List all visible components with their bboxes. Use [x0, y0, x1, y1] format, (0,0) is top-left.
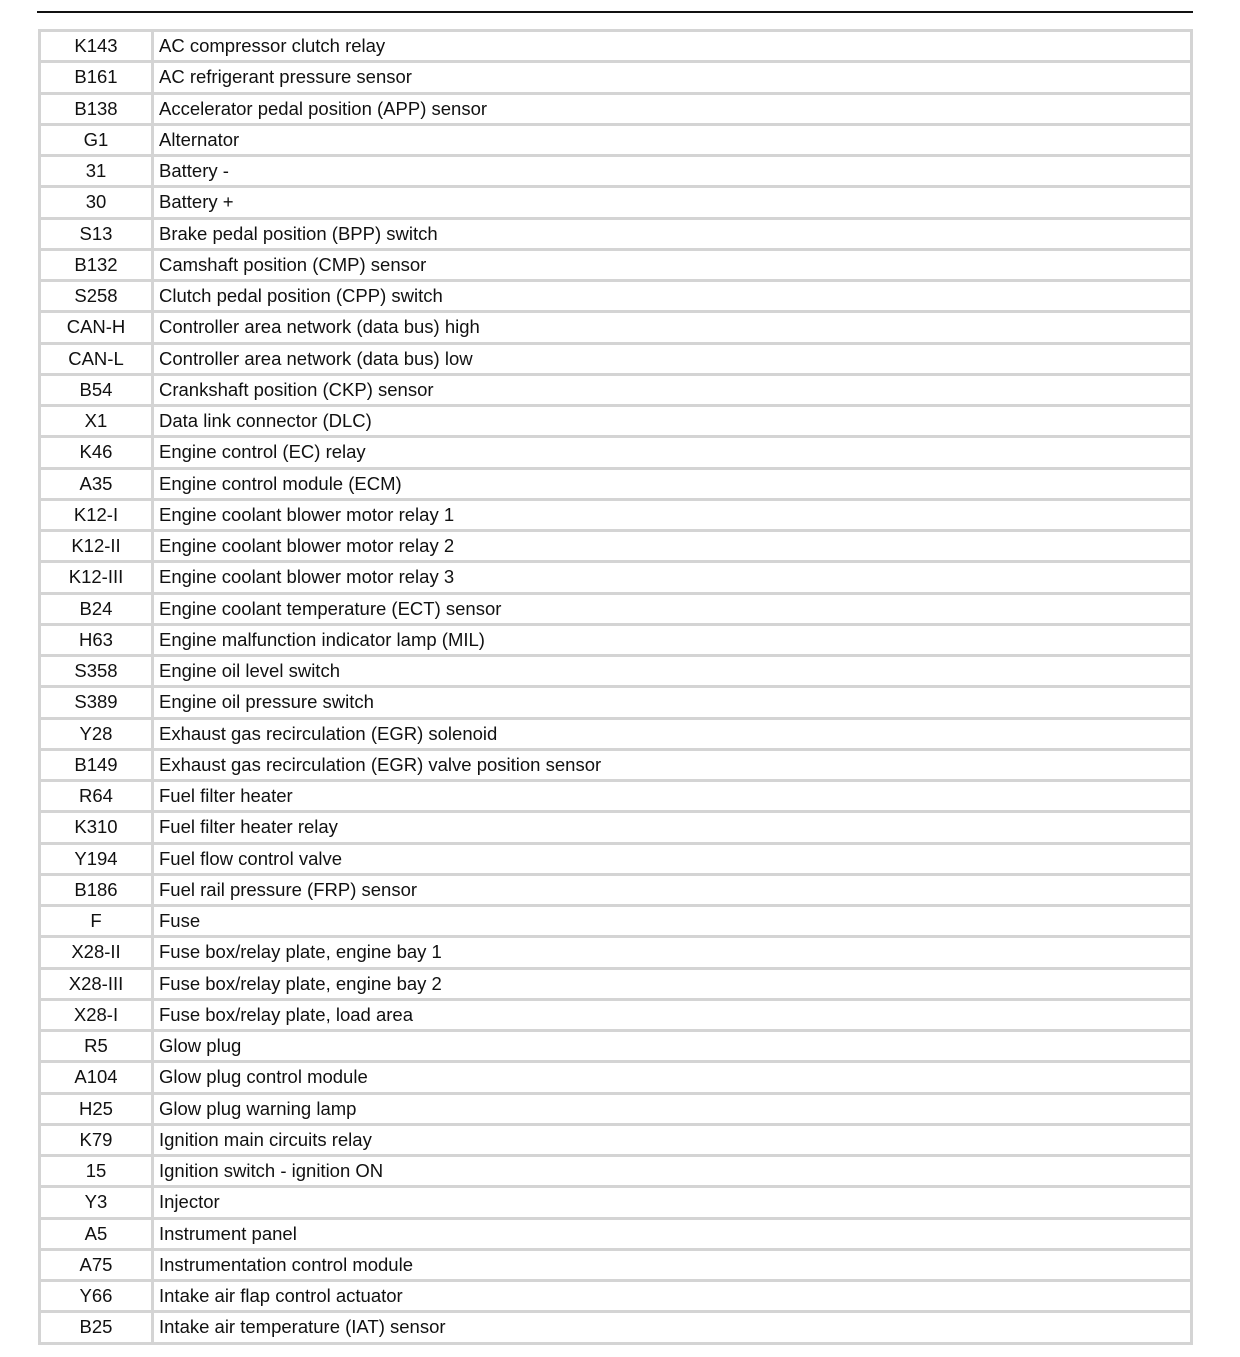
table-row: [41, 1032, 1193, 1063]
component-description: Clutch pedal position (CPP) switch: [154, 282, 1193, 313]
table-row: [41, 907, 1193, 938]
table-row: [41, 345, 1193, 376]
table-row: [41, 876, 1193, 907]
component-code: 31: [41, 157, 154, 188]
component-description: Fuse: [154, 907, 1193, 938]
component-code: K12-I: [41, 501, 154, 532]
component-description: Data link connector (DLC): [154, 407, 1193, 438]
component-description: Instrumentation control module: [154, 1251, 1193, 1282]
component-code: B138: [41, 95, 154, 126]
table-row: [41, 1095, 1193, 1126]
component-code: S389: [41, 688, 154, 719]
component-code: K12-III: [41, 563, 154, 594]
table-row: [41, 1220, 1193, 1251]
component-description: Fuse box/relay plate, engine bay 1: [154, 938, 1193, 969]
table-row: [41, 157, 1193, 188]
component-description: Controller area network (data bus) low: [154, 345, 1193, 376]
component-description: Exhaust gas recirculation (EGR) valve position sensor: [154, 751, 1193, 782]
table-row: [41, 626, 1193, 657]
component-code: B149: [41, 751, 154, 782]
component-code: B54: [41, 376, 154, 407]
component-code: X28-II: [41, 938, 154, 969]
component-description: Ignition switch - ignition ON: [154, 1157, 1193, 1188]
component-code: CAN-L: [41, 345, 154, 376]
component-code: B186: [41, 876, 154, 907]
legend-table-body: [41, 32, 1193, 1345]
component-code: Y28: [41, 720, 154, 751]
table-row: [41, 32, 1193, 63]
component-description: Engine coolant temperature (ECT) sensor: [154, 595, 1193, 626]
table-row: [41, 1313, 1193, 1344]
component-description: Exhaust gas recirculation (EGR) solenoid: [154, 720, 1193, 751]
component-code: R5: [41, 1032, 154, 1063]
table-row: [41, 126, 1193, 157]
component-description: Glow plug control module: [154, 1063, 1193, 1094]
component-description: Crankshaft position (CKP) sensor: [154, 376, 1193, 407]
component-code: F: [41, 907, 154, 938]
component-code: K12-II: [41, 532, 154, 563]
table-row: [41, 501, 1193, 532]
component-code: B25: [41, 1313, 154, 1344]
component-code: B161: [41, 63, 154, 94]
table-row: [41, 595, 1193, 626]
table-row: [41, 1157, 1193, 1188]
table-row: [41, 688, 1193, 719]
table-row: [41, 532, 1193, 563]
table-row: [41, 251, 1193, 282]
component-description: Intake air temperature (IAT) sensor: [154, 1313, 1193, 1344]
table-row: [41, 438, 1193, 469]
table-row: [41, 1001, 1193, 1032]
table-row: [41, 657, 1193, 688]
component-description: Glow plug warning lamp: [154, 1095, 1193, 1126]
component-code: A75: [41, 1251, 154, 1282]
component-description: Glow plug: [154, 1032, 1193, 1063]
table-row: [41, 1126, 1193, 1157]
component-description: Camshaft position (CMP) sensor: [154, 251, 1193, 282]
component-description: Engine control (EC) relay: [154, 438, 1193, 469]
component-code: S13: [41, 220, 154, 251]
table-row: [41, 751, 1193, 782]
component-code: K79: [41, 1126, 154, 1157]
table-row: [41, 313, 1193, 344]
component-code: K310: [41, 813, 154, 844]
component-code: X1: [41, 407, 154, 438]
component-description: Engine control module (ECM): [154, 470, 1193, 501]
component-description: Injector: [154, 1188, 1193, 1219]
table-row: [41, 563, 1193, 594]
component-code: H25: [41, 1095, 154, 1126]
table-row: [41, 407, 1193, 438]
component-code: X28-I: [41, 1001, 154, 1032]
component-description: AC refrigerant pressure sensor: [154, 63, 1193, 94]
component-description: Intake air flap control actuator: [154, 1282, 1193, 1313]
component-code: H63: [41, 626, 154, 657]
component-code: A35: [41, 470, 154, 501]
component-legend-table: [38, 29, 1193, 1345]
table-row: [41, 1251, 1193, 1282]
component-description: Engine coolant blower motor relay 2: [154, 532, 1193, 563]
component-description: Ignition main circuits relay: [154, 1126, 1193, 1157]
table-row: [41, 220, 1193, 251]
table-row: [41, 1188, 1193, 1219]
table-row: [41, 470, 1193, 501]
component-code: Y3: [41, 1188, 154, 1219]
component-description: Engine oil level switch: [154, 657, 1193, 688]
component-description: Fuse box/relay plate, engine bay 2: [154, 970, 1193, 1001]
table-row: [41, 813, 1193, 844]
top-rule: [37, 11, 1193, 13]
component-code: B132: [41, 251, 154, 282]
table-row: [41, 782, 1193, 813]
table-row: [41, 376, 1193, 407]
table-row: [41, 1063, 1193, 1094]
table-row: [41, 938, 1193, 969]
component-code: B24: [41, 595, 154, 626]
table-row: [41, 95, 1193, 126]
component-description: Brake pedal position (BPP) switch: [154, 220, 1193, 251]
component-description: Fuel rail pressure (FRP) sensor: [154, 876, 1193, 907]
table-row: [41, 720, 1193, 751]
component-description: Accelerator pedal position (APP) sensor: [154, 95, 1193, 126]
component-description: Controller area network (data bus) high: [154, 313, 1193, 344]
component-description: Alternator: [154, 126, 1193, 157]
component-code: 30: [41, 188, 154, 219]
component-code: Y66: [41, 1282, 154, 1313]
component-code: A5: [41, 1220, 154, 1251]
component-description: Engine oil pressure switch: [154, 688, 1193, 719]
component-code: S358: [41, 657, 154, 688]
component-description: AC compressor clutch relay: [154, 32, 1193, 63]
component-description: Engine coolant blower motor relay 3: [154, 563, 1193, 594]
component-description: Engine coolant blower motor relay 1: [154, 501, 1193, 532]
table-row: [41, 63, 1193, 94]
component-description: Battery +: [154, 188, 1193, 219]
table-row: [41, 845, 1193, 876]
component-code: R64: [41, 782, 154, 813]
table-row: [41, 188, 1193, 219]
component-code: S258: [41, 282, 154, 313]
component-code: 15: [41, 1157, 154, 1188]
component-code: K143: [41, 32, 154, 63]
component-description: Fuel filter heater relay: [154, 813, 1193, 844]
component-description: Instrument panel: [154, 1220, 1193, 1251]
component-code: K46: [41, 438, 154, 469]
component-code: X28-III: [41, 970, 154, 1001]
component-code: Y194: [41, 845, 154, 876]
component-description: Fuel filter heater: [154, 782, 1193, 813]
table-row: [41, 282, 1193, 313]
component-code: G1: [41, 126, 154, 157]
component-code: A104: [41, 1063, 154, 1094]
component-code: CAN-H: [41, 313, 154, 344]
table-row: [41, 1282, 1193, 1313]
component-description: Engine malfunction indicator lamp (MIL): [154, 626, 1193, 657]
component-description: Fuse box/relay plate, load area: [154, 1001, 1193, 1032]
component-description: Battery -: [154, 157, 1193, 188]
table-row: [41, 970, 1193, 1001]
component-description: Fuel flow control valve: [154, 845, 1193, 876]
